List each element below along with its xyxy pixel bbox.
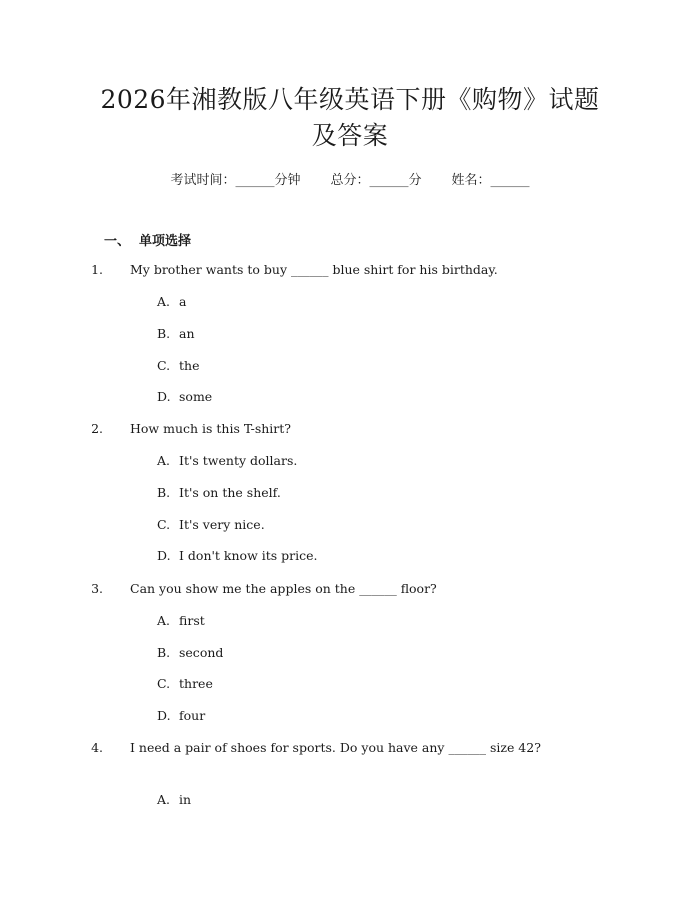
option-text: second xyxy=(179,645,224,660)
option-1c xyxy=(157,358,199,373)
option-letter: B. xyxy=(157,645,171,660)
option-text: the xyxy=(179,358,200,373)
option-1a xyxy=(157,294,186,309)
option-3c xyxy=(157,676,213,691)
question-number: 3. xyxy=(91,581,103,596)
question-number: 4. xyxy=(91,740,103,755)
question-4 xyxy=(88,733,608,763)
option-letter: C. xyxy=(157,676,171,691)
option-3d xyxy=(157,708,205,723)
option-text: It's very nice. xyxy=(179,517,265,532)
option-1b xyxy=(157,326,195,341)
option-text: first xyxy=(179,613,205,628)
option-letter: D. xyxy=(157,708,171,723)
option-text: I don't know its price. xyxy=(179,548,318,563)
page-title-line-2: 及答案 xyxy=(311,121,389,150)
option-text: a xyxy=(179,294,187,309)
exam-time-field: 考试时间：______分钟 xyxy=(170,173,301,188)
option-text: It's twenty dollars. xyxy=(179,453,298,468)
option-4a xyxy=(157,792,191,807)
option-2b xyxy=(157,485,281,500)
section-heading: 一、 单项选择 xyxy=(104,234,192,249)
name-field: 姓名：______ xyxy=(451,173,530,188)
option-text: some xyxy=(179,389,213,404)
option-letter: D. xyxy=(157,548,171,563)
option-3b xyxy=(157,645,223,660)
option-letter: B. xyxy=(157,326,171,341)
option-letter: A. xyxy=(157,453,171,468)
option-2c xyxy=(157,517,265,532)
option-letter: A. xyxy=(157,792,171,807)
page-title-line-1: 2026年湘教版八年级英语下册《购物》试题 xyxy=(100,85,600,114)
option-text: It's on the shelf. xyxy=(179,485,281,500)
question-1 xyxy=(88,255,608,285)
question-text: My brother wants to buy ______ blue shirt for his birthday. xyxy=(130,262,498,277)
option-letter: C. xyxy=(157,358,171,373)
option-text: in xyxy=(179,792,192,807)
question-number: 1. xyxy=(91,262,103,277)
option-1d xyxy=(157,389,212,404)
option-text: an xyxy=(179,326,195,341)
question-number: 2. xyxy=(91,421,103,436)
total-score-field: 总分：______分 xyxy=(330,173,422,188)
option-2d xyxy=(157,548,318,563)
option-letter: C. xyxy=(157,517,171,532)
option-letter: A. xyxy=(157,613,171,628)
question-text: I need a pair of shoes for sports. Do you have any ______ size 42? xyxy=(130,740,541,755)
option-text: four xyxy=(179,708,206,723)
option-letter: B. xyxy=(157,485,171,500)
option-text: three xyxy=(179,676,213,691)
question-text: Can you show me the apples on the ______ floor? xyxy=(130,581,437,596)
option-letter: A. xyxy=(157,294,171,309)
option-letter: D. xyxy=(157,389,171,404)
option-3a xyxy=(157,613,205,628)
question-text: How much is this T-shirt? xyxy=(130,421,291,436)
question-2 xyxy=(88,414,608,444)
exam-meta xyxy=(0,169,700,188)
option-2a xyxy=(157,453,297,468)
question-3 xyxy=(88,574,608,604)
